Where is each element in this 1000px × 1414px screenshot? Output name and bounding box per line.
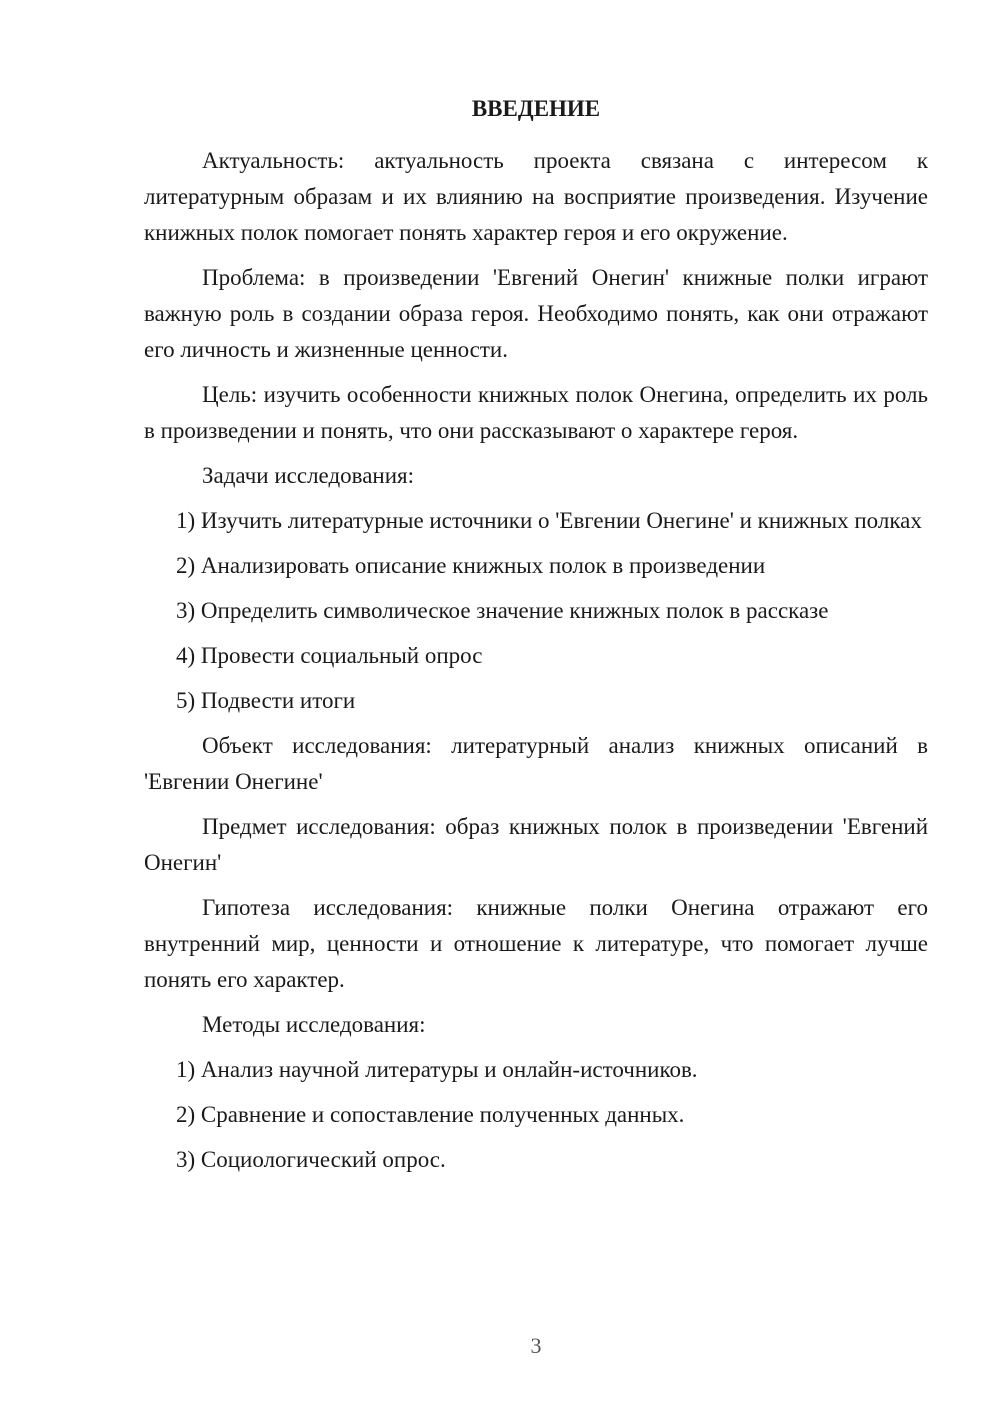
object-paragraph: Объект исследования: литературный анализ книжных описаний в 'Евгении Онегине'	[144, 733, 928, 794]
task-item: 2) Анализировать описание книжных полок в произведении	[176, 553, 766, 578]
method-item: 3) Социологический опрос.	[176, 1147, 446, 1172]
page-number: 3	[530, 1333, 542, 1358]
relevance-paragraph: Актуальность: актуальность проекта связана с интересом к литературным образам и их влиянию на восприятие произведения. Изучение книжных полок помогает понять характер героя и его окружение.	[144, 148, 928, 245]
goal-paragraph: Цель: изучить особенности книжных полок Онегина, определить их роль в произведении и понять, что они рассказывают о характере героя.	[144, 382, 928, 443]
hypothesis-paragraph: Гипотеза исследования: книжные полки Онегина отражают его внутренний мир, ценности и отношение к литературе, что помогает лучше понять его характер.	[144, 895, 928, 992]
task-item: 5) Подвести итоги	[176, 688, 356, 713]
page-title: ВВЕДЕНИЕ	[471, 96, 601, 121]
document-body	[144, 143, 928, 1187]
method-item: 1) Анализ научной литературы и онлайн-источников.	[176, 1057, 698, 1082]
task-item: 3) Определить символическое значение книжных полок в рассказе	[176, 598, 829, 623]
methods-heading: Методы исследования:	[202, 1012, 426, 1037]
tasks-heading: Задачи исследования:	[202, 463, 415, 488]
task-item: 1) Изучить литературные источники о 'Евгении Онегине' и книжных полках	[176, 508, 922, 533]
method-item: 2) Сравнение и сопоставление полученных данных.	[176, 1102, 685, 1127]
problem-paragraph: Проблема: в произведении 'Евгений Онегин' книжные полки играют важную роль в создании образа героя. Необходимо понять, как они отражают его личность и жизненные ценности.	[144, 265, 928, 362]
task-item: 4) Провести социальный опрос	[176, 643, 483, 668]
subject-paragraph: Предмет исследования: образ книжных полок в произведении 'Евгений Онегин'	[144, 814, 928, 875]
